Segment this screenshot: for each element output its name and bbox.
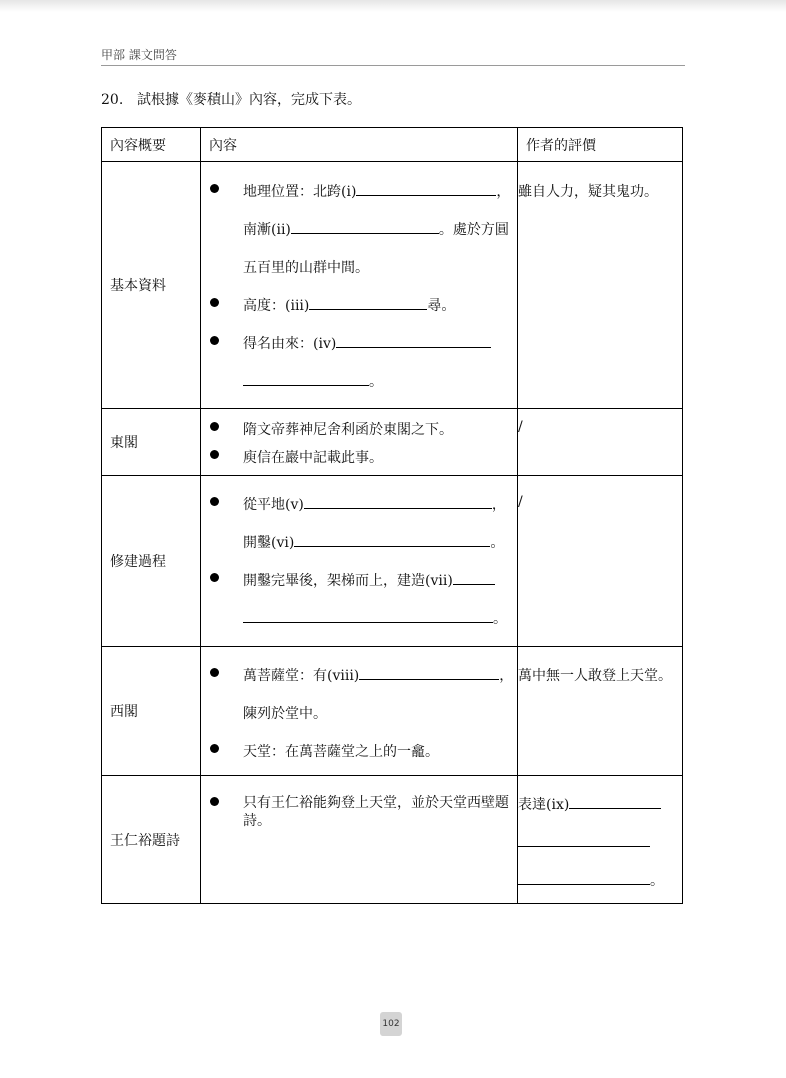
content-text: 開鑿完畢後，架梯而上，建造(vii) [243, 573, 453, 589]
bullet-icon [210, 668, 219, 677]
content-text: 天堂：在萬菩薩堂之上的一龕。 [243, 744, 439, 760]
bullet-item [201, 570, 517, 608]
bullet-icon [210, 497, 219, 506]
row-label: 王仁裕題詩 [102, 776, 201, 904]
continuation-line [201, 371, 517, 401]
evaluation-text: 雖自人力，疑其鬼功。 [518, 184, 658, 200]
row-evaluation [518, 409, 683, 476]
evaluation-text: / [518, 494, 523, 510]
top-shadow [0, 0, 786, 12]
bullet-icon [210, 336, 219, 345]
content-text: 隋文帝葬神尼舍利函於東閣之下。 [243, 422, 453, 438]
answer-blank-iv-cont[interactable] [243, 371, 369, 386]
row-evaluation [518, 776, 683, 904]
content-text: 開鑿(vi) [243, 535, 295, 551]
answer-blank-i[interactable] [356, 181, 496, 196]
content-text: 高度：(iii) [243, 298, 310, 314]
bullet-icon [210, 184, 219, 193]
bullet-icon [210, 797, 219, 806]
answer-blank-iv[interactable] [336, 333, 491, 348]
col-header-content: 內容 [201, 128, 518, 162]
question-text: 試根據《麥積山》內容，完成下表。 [137, 92, 361, 108]
col-header-summary: 內容概要 [102, 128, 201, 162]
row-content [201, 162, 518, 409]
table-row [102, 476, 683, 647]
table-row [102, 409, 683, 476]
bullet-item [201, 181, 517, 219]
row-evaluation [518, 647, 683, 776]
table-row [102, 776, 683, 904]
header-divider [101, 65, 685, 66]
evaluation-line [518, 832, 682, 870]
bullet-item [201, 333, 517, 371]
content-text: 萬菩薩堂：有(viii) [243, 668, 360, 684]
bullet-item [201, 794, 517, 830]
answer-blank-viii[interactable] [359, 665, 499, 680]
continuation-line [201, 532, 517, 570]
evaluation-text: / [518, 419, 523, 435]
col-header-evaluation: 作者的評價 [518, 128, 683, 162]
content-text: ， [491, 497, 506, 513]
evaluation-line [518, 870, 682, 890]
continuation-line [201, 608, 517, 638]
table-header-row [102, 128, 683, 162]
bullet-item [201, 447, 517, 473]
row-label: 修建過程 [102, 476, 201, 647]
answer-blank-vii[interactable] [453, 570, 495, 585]
row-label: 基本資料 [102, 162, 201, 409]
table-row [102, 647, 683, 776]
continuation-line: 五百里的山群中間。 [243, 260, 369, 276]
bullet-item [201, 665, 517, 703]
continuation-line: 陳列於堂中。 [243, 706, 327, 722]
content-text: 。 [369, 374, 383, 390]
bullet-icon [210, 422, 219, 431]
question-number: 20. [101, 92, 124, 108]
bullet-item [201, 741, 517, 771]
answer-blank-ix-cont2[interactable] [518, 870, 650, 885]
content-text: 南漸(ii) [243, 222, 291, 238]
content-text: 。 [493, 611, 507, 627]
content-text: 只有王仁裕能夠登上天堂，並於天堂西壁題詩。 [243, 795, 509, 829]
answer-blank-iii[interactable] [309, 295, 427, 310]
content-text: 庾信在巖中記載此事。 [243, 450, 383, 466]
answer-blank-vi[interactable] [294, 532, 490, 547]
content-text: 。 [490, 535, 505, 551]
content-text: 。處於方圓 [438, 222, 509, 238]
row-label: 東閣 [102, 409, 201, 476]
evaluation-text: 表達(ix) [518, 797, 570, 813]
bullet-icon [210, 298, 219, 307]
answer-blank-vii-cont[interactable] [243, 608, 493, 623]
evaluation-line [518, 776, 682, 832]
bullet-item [201, 419, 517, 447]
row-content [201, 409, 518, 476]
bullet-item [201, 295, 517, 333]
bullet-icon [210, 573, 219, 582]
row-content [201, 647, 518, 776]
content-text: 地理位置：北跨(i) [243, 184, 357, 200]
question [101, 89, 361, 109]
answer-blank-ix-cont[interactable] [518, 832, 650, 847]
answer-blank-v[interactable] [304, 494, 492, 509]
bullet-item [201, 494, 517, 532]
page-number: 102 [380, 1012, 402, 1036]
content-text: 尋。 [427, 298, 456, 314]
page-header: 甲部 課文問答 [101, 48, 177, 62]
row-content [201, 776, 518, 904]
continuation-line [201, 219, 517, 257]
row-evaluation [518, 162, 683, 409]
answer-blank-ix[interactable] [569, 794, 661, 809]
row-evaluation [518, 476, 683, 647]
evaluation-text: 萬中無一人敢登上天堂。 [518, 668, 672, 684]
row-label: 西閣 [102, 647, 201, 776]
content-text: ， [499, 668, 514, 684]
content-text: ， [496, 184, 511, 200]
bullet-icon [210, 450, 219, 459]
content-text: 得名由來：(iv) [243, 336, 337, 352]
answer-table [101, 127, 683, 904]
answer-blank-ii[interactable] [291, 219, 439, 234]
content-text: 從平地(v) [243, 497, 304, 513]
row-content [201, 476, 518, 647]
table-row [102, 162, 683, 409]
evaluation-text: 。 [650, 873, 664, 889]
bullet-icon [210, 744, 219, 753]
